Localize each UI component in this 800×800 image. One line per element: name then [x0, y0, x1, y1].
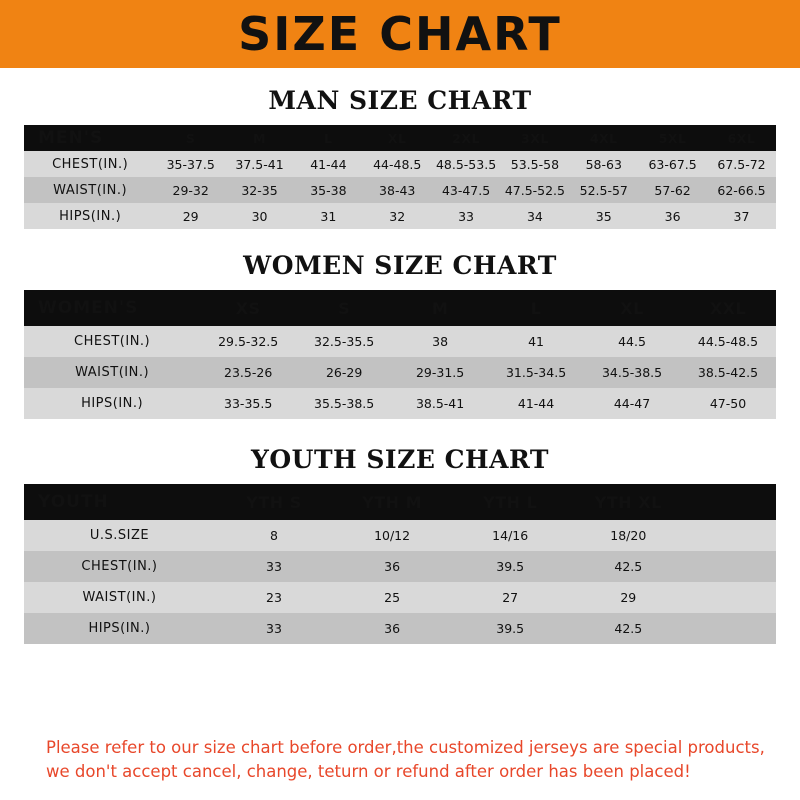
- cell: 52.5-57: [579, 182, 628, 198]
- table-youth-header-0: YOUTH: [38, 492, 109, 512]
- footer-note-line-1: Please refer to our size chart before order,the customized jerseys are special products,: [46, 738, 765, 758]
- cell: 37.5-41: [235, 156, 284, 172]
- cell: 44.5: [618, 334, 646, 349]
- cell: 25: [384, 590, 401, 605]
- cell: 23: [266, 590, 282, 605]
- banner: [0, 0, 800, 68]
- table-man-header-1: S: [185, 130, 196, 146]
- table-row: [24, 551, 776, 582]
- table-man-head: [24, 125, 776, 151]
- cell: 38-43: [379, 182, 416, 198]
- table-row: [24, 613, 776, 644]
- row-label: HIPS(IN.): [59, 208, 122, 224]
- cell: 18/20: [610, 528, 647, 543]
- cell: 62-66.5: [717, 182, 766, 198]
- cell: 48.5-53.5: [435, 156, 497, 172]
- table-row: [24, 326, 776, 357]
- page-title: SIZE CHART: [238, 7, 562, 61]
- cell: 36: [384, 621, 401, 636]
- cell: 31.5-34.5: [505, 365, 567, 380]
- cell: 53.5-58: [510, 156, 560, 172]
- table-row: [24, 357, 776, 388]
- cell-spacer: [687, 582, 776, 613]
- cell: 32: [389, 208, 406, 224]
- cell: 38.5-41: [415, 396, 465, 411]
- table-women-header-2: S: [338, 298, 351, 318]
- cell: 38.5-42.5: [697, 365, 759, 380]
- cell-spacer: [687, 520, 776, 551]
- table-youth-body: [24, 520, 776, 644]
- cell: 35-37.5: [166, 156, 215, 172]
- cell: 41-44: [310, 156, 347, 172]
- table-man-header-2: M: [253, 130, 266, 146]
- table-man-header-8: 5XL: [658, 130, 687, 146]
- cell: 47.5-52.5: [504, 182, 565, 198]
- row-label: WAIST(IN.): [75, 365, 150, 380]
- row-label: CHEST(IN.): [74, 334, 151, 349]
- table-row: [24, 203, 776, 229]
- table-youth-header-spacer: [687, 484, 776, 520]
- cell: 67.5-72: [717, 156, 766, 172]
- table-man-header-4: XL: [387, 130, 407, 146]
- cell: 44.5-48.5: [697, 334, 759, 349]
- cell: 39.5: [496, 559, 525, 574]
- section-title-women: WOMEN SIZE CHART: [243, 251, 557, 280]
- cell: 29-31.5: [415, 365, 465, 380]
- cell: 8: [270, 528, 278, 543]
- section-man: [24, 68, 776, 229]
- table-man-header-6: 3XL: [521, 130, 549, 146]
- table-women-header-0: WOMEN'S: [38, 298, 139, 318]
- cell: 31: [320, 208, 337, 224]
- cell: 32.5-35.5: [314, 334, 375, 349]
- cell: 36: [664, 208, 681, 224]
- table-row: [24, 520, 776, 551]
- cell: 41: [528, 334, 545, 349]
- table-women-head: [24, 290, 776, 326]
- cell: 35: [595, 208, 612, 224]
- cell: 44-47: [613, 396, 651, 411]
- table-man-header-3: L: [324, 130, 333, 146]
- table-women-body: [24, 326, 776, 419]
- cell: 43-47.5: [441, 182, 491, 198]
- table-header-row: [24, 290, 776, 326]
- cell-spacer: [687, 613, 776, 644]
- table-women-header-4: L: [530, 298, 542, 318]
- cell: 37: [733, 208, 750, 224]
- row-label: HIPS(IN.): [81, 396, 144, 411]
- cell: 10/12: [374, 528, 411, 543]
- table-man-header-0: MEN'S: [38, 128, 104, 148]
- section-title-youth: YOUTH SIZE CHART: [251, 445, 549, 474]
- section-women: [24, 229, 776, 419]
- table-man-header-9: 6XL: [727, 130, 756, 146]
- cell: 34.5-38.5: [601, 365, 663, 380]
- table-women: [24, 290, 776, 419]
- table-youth-header-3: YTH L: [483, 492, 538, 512]
- cell: 33-35.5: [224, 396, 273, 411]
- cell: 35.5-38.5: [314, 396, 375, 411]
- cell: 58-63: [585, 156, 622, 172]
- table-row: [24, 582, 776, 613]
- footer-note: [24, 722, 776, 800]
- cell: 63-67.5: [648, 156, 697, 172]
- cell: 30: [251, 208, 268, 224]
- table-row: [24, 388, 776, 419]
- table-row: [24, 151, 776, 177]
- cell: 33: [266, 559, 282, 574]
- row-label: CHEST(IN.): [81, 559, 158, 574]
- table-youth: [24, 484, 776, 644]
- section-title-man: MAN SIZE CHART: [268, 86, 532, 115]
- table-youth-header-1: YTH S: [246, 492, 302, 512]
- table-header-row: [24, 484, 776, 520]
- cell: 39.5: [496, 621, 525, 636]
- row-label: CHEST(IN.): [52, 156, 129, 172]
- cell: 44-48.5: [373, 156, 422, 172]
- cell: 42.5: [614, 621, 643, 636]
- cell-spacer: [687, 551, 776, 582]
- row-label: HIPS(IN.): [88, 621, 151, 636]
- table-women-header-6: XXL: [709, 298, 747, 318]
- row-label: U.S.SIZE: [89, 528, 150, 543]
- cell: 35-38: [310, 182, 347, 198]
- cell: 14/16: [492, 528, 529, 543]
- table-header-row: [24, 125, 776, 151]
- content: [0, 68, 800, 800]
- cell: 29: [182, 208, 199, 224]
- cell: 33: [266, 621, 282, 636]
- table-women-header-5: XL: [620, 298, 644, 318]
- table-youth-header-2: YTH M: [362, 492, 423, 512]
- cell: 42.5: [614, 559, 643, 574]
- cell: 34: [526, 208, 543, 224]
- cell: 36: [384, 559, 401, 574]
- cell: 23.5-26: [224, 365, 273, 380]
- table-man-header-5: 2XL: [452, 130, 480, 146]
- cell: 29.5-32.5: [218, 334, 279, 349]
- cell: 33: [458, 208, 475, 224]
- table-youth-head: [24, 484, 776, 520]
- cell: 57-62: [654, 182, 691, 198]
- footer-note-line-2: we don't accept cancel, change, teturn or refund after order has been placed!: [46, 762, 691, 782]
- table-women-header-1: XS: [235, 298, 261, 318]
- cell: 47-50: [709, 396, 747, 411]
- cell: 26-29: [325, 365, 363, 380]
- cell: 32-35: [241, 182, 278, 198]
- table-man-header-7: 4XL: [589, 130, 618, 146]
- table-women-header-3: M: [431, 298, 449, 318]
- cell: 29: [620, 590, 637, 605]
- cell: 41-44: [517, 396, 555, 411]
- table-row: [24, 177, 776, 203]
- table-man-body: [24, 151, 776, 229]
- row-label: WAIST(IN.): [82, 590, 157, 605]
- table-man: [24, 125, 776, 229]
- section-youth: [24, 419, 776, 644]
- cell: 38: [432, 334, 449, 349]
- cell: 27: [502, 590, 519, 605]
- table-youth-header-4: YTH XL: [594, 492, 662, 512]
- row-label: WAIST(IN.): [53, 182, 128, 198]
- cell: 29-32: [172, 182, 209, 198]
